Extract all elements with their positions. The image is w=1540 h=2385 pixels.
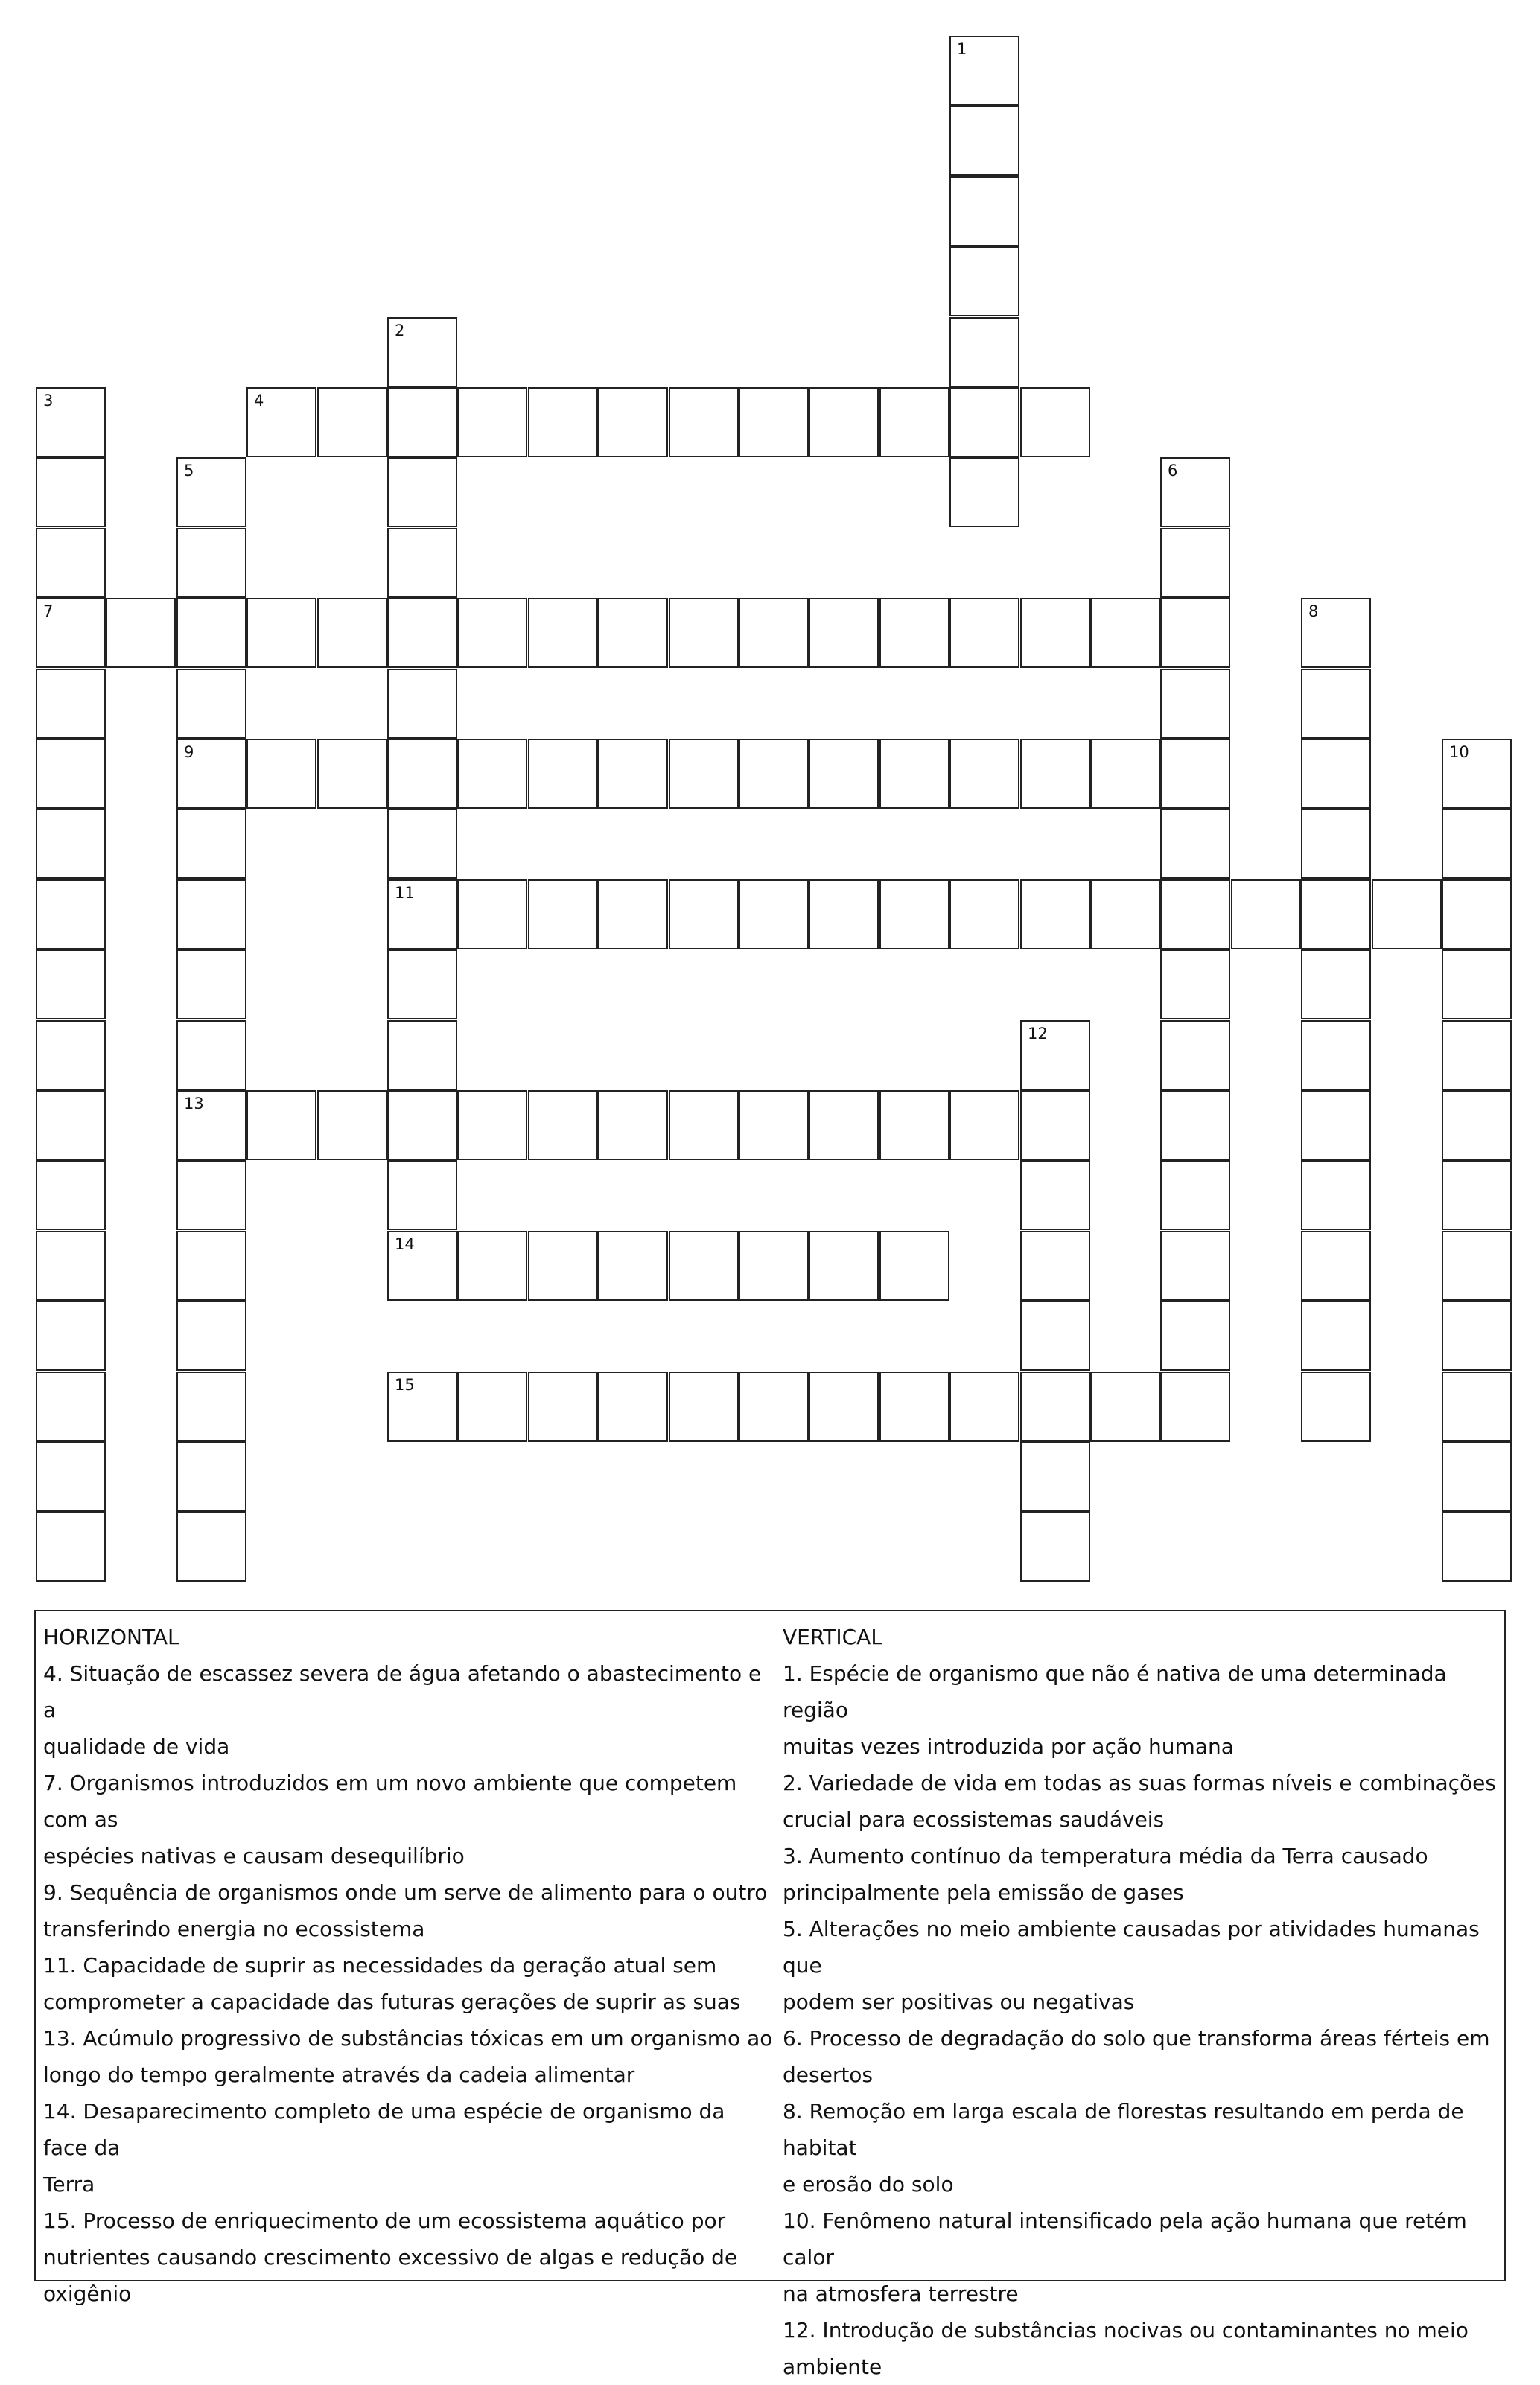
clue-line: 4. Situação de escassez severa de água afetando o abastecimento e a	[43, 1661, 762, 1722]
crossword-cell[interactable]	[949, 317, 1019, 387]
crossword-cell[interactable]	[949, 457, 1019, 527]
crossword-cell[interactable]	[669, 1372, 739, 1442]
crossword-cell[interactable]	[317, 598, 387, 668]
clue-line: 5. Alterações no meio ambiente causadas por atividades humanas que	[783, 1917, 1480, 1978]
crossword-cell[interactable]	[879, 1372, 949, 1442]
crossword-cell[interactable]	[1090, 879, 1160, 949]
crossword-cell[interactable]	[528, 739, 598, 809]
clue-number: 12	[1028, 1025, 1048, 1042]
crossword-cell[interactable]	[1020, 1090, 1090, 1160]
crossword-cell[interactable]	[36, 879, 106, 949]
crossword-cell[interactable]	[36, 598, 106, 668]
crossword-cell[interactable]	[739, 1090, 809, 1160]
crossword-cell[interactable]	[1372, 879, 1442, 949]
crossword-cell[interactable]	[246, 1090, 316, 1160]
clue-line: 8. Remoção em larga escala de florestas resultando em perda de habitat	[783, 2099, 1464, 2160]
crossword-cell[interactable]	[1160, 1301, 1230, 1371]
crossword-cell[interactable]	[1301, 739, 1371, 809]
crossword-cell[interactable]	[36, 1160, 106, 1230]
crossword-cell[interactable]	[809, 598, 879, 668]
crossword-cell[interactable]	[1442, 1512, 1512, 1582]
crossword-cell[interactable]	[1160, 528, 1230, 598]
crossword-cell[interactable]	[739, 387, 809, 457]
crossword-cell[interactable]	[176, 809, 246, 879]
crossword-cell[interactable]	[387, 457, 457, 527]
clue-number: 7	[43, 602, 54, 620]
clue-line: muitas vezes introduzida por ação humana	[783, 1734, 1234, 1759]
crossword-cell[interactable]	[1160, 1231, 1230, 1301]
crossword-cell[interactable]	[457, 1231, 527, 1301]
crossword-cell[interactable]	[1160, 879, 1230, 949]
crossword-cell[interactable]	[669, 1231, 739, 1301]
crossword-cell[interactable]	[949, 176, 1019, 246]
crossword-cell[interactable]	[36, 1442, 106, 1512]
crossword-cell[interactable]	[528, 879, 598, 949]
crossword-cell[interactable]	[176, 1442, 246, 1512]
crossword-cell[interactable]	[949, 879, 1019, 949]
crossword-cell[interactable]	[1160, 739, 1230, 809]
clue-line: na atmosfera terrestre	[783, 2281, 1019, 2306]
crossword-cell[interactable]	[809, 1231, 879, 1301]
crossword-cell[interactable]	[1301, 879, 1371, 949]
crossword-cell[interactable]	[1442, 949, 1512, 1019]
crossword-cell[interactable]	[36, 1301, 106, 1371]
crossword-cell[interactable]	[36, 669, 106, 739]
clue-line: 6. Processo de degradação do solo que transforma áreas férteis em	[783, 2026, 1490, 2051]
crossword-cell[interactable]	[457, 879, 527, 949]
crossword-cell[interactable]	[528, 387, 598, 457]
crossword-cell[interactable]	[1090, 598, 1160, 668]
crossword-cell[interactable]	[598, 879, 668, 949]
clue-number: 3	[43, 392, 54, 410]
crossword-cell[interactable]	[1020, 739, 1090, 809]
crossword-cell[interactable]	[528, 1090, 598, 1160]
crossword-cell[interactable]	[1442, 1442, 1512, 1512]
crossword-cell[interactable]	[1020, 387, 1090, 457]
clue-number: 2	[395, 322, 405, 340]
crossword-cell[interactable]	[1160, 809, 1230, 879]
clue-number: 1	[957, 40, 967, 58]
crossword-cell[interactable]	[387, 809, 457, 879]
crossword-cell[interactable]	[669, 739, 739, 809]
crossword-cell[interactable]	[1301, 1301, 1371, 1371]
clue-line: podem ser positivas ou negativas	[783, 1990, 1135, 2014]
crossword-cell[interactable]	[1160, 1160, 1230, 1230]
crossword-cell[interactable]	[387, 669, 457, 739]
crossword-cell[interactable]	[1442, 879, 1512, 949]
clues-box	[34, 1610, 1506, 2379]
crossword-cell[interactable]	[246, 598, 316, 668]
crossword-cell[interactable]	[246, 739, 316, 809]
crossword-cell[interactable]	[387, 1090, 457, 1160]
crossword-cell[interactable]	[1160, 457, 1230, 527]
crossword-cell[interactable]	[387, 949, 457, 1019]
crossword-cell[interactable]	[36, 739, 106, 809]
crossword-cell[interactable]	[1301, 1160, 1371, 1230]
crossword-cell[interactable]	[246, 387, 316, 457]
crossword-cell[interactable]	[598, 739, 668, 809]
crossword-cell[interactable]	[36, 949, 106, 1019]
crossword-cell[interactable]	[1442, 1231, 1512, 1301]
crossword-cell[interactable]	[1442, 1372, 1512, 1442]
crossword-cell[interactable]	[176, 879, 246, 949]
crossword-cell[interactable]	[598, 1090, 668, 1160]
clue-line: 3. Aumento contínuo da temperatura média da Terra causado	[783, 1844, 1428, 1868]
clue-number: 13	[184, 1095, 204, 1112]
crossword-cell[interactable]	[809, 1090, 879, 1160]
crossword-cell[interactable]	[457, 1090, 527, 1160]
crossword-cell[interactable]	[949, 1372, 1019, 1442]
crossword-cell[interactable]	[1020, 1301, 1090, 1371]
clue-line: transferindo energia no ecossistema	[43, 1917, 425, 1941]
crossword-cell[interactable]	[457, 1372, 527, 1442]
crossword-cell[interactable]	[1160, 1372, 1230, 1442]
crossword-cell[interactable]	[669, 879, 739, 949]
clue-line: 9. Sequência de organismos onde um serve de alimento para o outro	[43, 1880, 768, 1905]
crossword-cell[interactable]	[1090, 1372, 1160, 1442]
clue-number: 14	[395, 1235, 415, 1253]
crossword-cell[interactable]	[1301, 949, 1371, 1019]
crossword-cell[interactable]	[669, 598, 739, 668]
crossword-cell[interactable]	[176, 669, 246, 739]
clue-line: 1. Espécie de organismo que não é nativa de uma determinada região	[783, 1661, 1447, 1722]
crossword-cell[interactable]	[387, 317, 457, 387]
crossword-cell[interactable]	[879, 1090, 949, 1160]
crossword-cell[interactable]	[176, 1512, 246, 1582]
crossword-cell[interactable]	[317, 739, 387, 809]
across-heading: HORIZONTAL	[43, 1625, 179, 1649]
crossword-cell[interactable]	[1301, 1372, 1371, 1442]
crossword-cell[interactable]	[739, 1372, 809, 1442]
clue-line: oxigênio	[43, 2281, 132, 2306]
clue-number: 9	[184, 743, 194, 761]
crossword-cell[interactable]	[1090, 739, 1160, 809]
crossword-cell[interactable]	[1020, 1020, 1090, 1090]
crossword-cell[interactable]	[176, 739, 246, 809]
crossword-cell[interactable]	[1301, 1020, 1371, 1090]
clue-line: 15. Processo de enriquecimento de um ecossistema aquático por	[43, 2209, 726, 2233]
crossword-cell[interactable]	[387, 1372, 457, 1442]
crossword-cell[interactable]	[1020, 598, 1090, 668]
crossword-cell[interactable]	[809, 739, 879, 809]
crossword-cell[interactable]	[387, 1020, 457, 1090]
crossword-cell[interactable]	[1301, 1090, 1371, 1160]
clue-line: 14. Desaparecimento completo de uma espécie de organismo da face da	[43, 2099, 725, 2160]
crossword-cell[interactable]	[36, 1372, 106, 1442]
crossword-cell[interactable]	[176, 528, 246, 598]
crossword-cell[interactable]	[949, 36, 1019, 106]
crossword-cell[interactable]	[387, 879, 457, 949]
crossword-cell[interactable]	[106, 598, 176, 668]
crossword-cell[interactable]	[1442, 1160, 1512, 1230]
crossword-cell[interactable]	[1160, 669, 1230, 739]
crossword-cell[interactable]	[36, 457, 106, 527]
crossword-cell[interactable]	[387, 739, 457, 809]
crossword-cell[interactable]	[1442, 809, 1512, 879]
crossword-cell[interactable]	[669, 387, 739, 457]
clue-line: 13. Acúmulo progressivo de substâncias tóxicas em um organismo ao	[43, 2026, 773, 2051]
clue-line: 10. Fenômeno natural intensificado pela ação humana que retém calor	[783, 2209, 1467, 2270]
crossword-cell[interactable]	[1301, 598, 1371, 668]
crossword-cell[interactable]	[1020, 1372, 1090, 1442]
clue-line: longo do tempo geralmente através da cadeia alimentar	[43, 2063, 635, 2087]
clue-line: 7. Organismos introduzidos em um novo ambiente que competem com as	[43, 1771, 737, 1832]
crossword-cell[interactable]	[949, 387, 1019, 457]
clue-number: 8	[1308, 602, 1319, 620]
crossword-cell[interactable]	[528, 1231, 598, 1301]
crossword-cell[interactable]	[176, 457, 246, 527]
clue-line: crucial para ecossistemas saudáveis	[783, 1807, 1165, 1832]
crossword-cell[interactable]	[176, 1020, 246, 1090]
crossword-cell[interactable]	[36, 1090, 106, 1160]
crossword-cell[interactable]	[457, 598, 527, 668]
crossword-cell[interactable]	[669, 1090, 739, 1160]
crossword-cell[interactable]	[36, 1512, 106, 1582]
clue-number: 6	[1168, 462, 1178, 480]
crossword-cell[interactable]	[739, 739, 809, 809]
crossword-cell[interactable]	[1301, 1231, 1371, 1301]
crossword-cell[interactable]	[317, 387, 387, 457]
crossword-cell[interactable]	[528, 598, 598, 668]
crossword-cell[interactable]	[598, 387, 668, 457]
crossword-cell[interactable]	[36, 1231, 106, 1301]
crossword-cell[interactable]	[176, 1372, 246, 1442]
crossword-cell[interactable]	[598, 598, 668, 668]
crossword-cell[interactable]	[809, 1372, 879, 1442]
clue-line: 12. Introdução de substâncias nocivas ou contaminantes no meio	[783, 2318, 1469, 2343]
crossword-cell[interactable]	[1301, 809, 1371, 879]
clue-line: Terra	[43, 2172, 95, 2197]
crossword-cell[interactable]	[809, 879, 879, 949]
clue-line: e erosão do solo	[783, 2172, 954, 2197]
clue-number: 15	[395, 1376, 415, 1394]
crossword-cell[interactable]	[949, 739, 1019, 809]
crossword-cell[interactable]	[879, 739, 949, 809]
clue-number: 11	[395, 884, 415, 902]
clue-line: principalmente pela emissão de gases	[783, 1880, 1184, 1905]
crossword-cell[interactable]	[317, 1090, 387, 1160]
down-clues	[783, 1619, 1512, 2385]
clue-number: 10	[1449, 743, 1469, 761]
crossword-cell[interactable]	[36, 528, 106, 598]
crossword-cell[interactable]	[1442, 739, 1512, 809]
crossword-cell[interactable]	[1231, 879, 1301, 949]
clue-line: 2. Variedade de vida em todas as suas formas níveis e combinações	[783, 1771, 1496, 1795]
crossword-cell[interactable]	[1020, 1231, 1090, 1301]
clue-line: qualidade de vida	[43, 1734, 230, 1759]
crossword-cell[interactable]	[1442, 1301, 1512, 1371]
crossword-cell[interactable]	[36, 387, 106, 457]
crossword-cell[interactable]	[176, 1160, 246, 1230]
clue-line: ambiente	[783, 2354, 882, 2379]
crossword-cell[interactable]	[879, 1231, 949, 1301]
crossword-cell[interactable]	[387, 1231, 457, 1301]
clue-line: 11. Capacidade de suprir as necessidades da geração atual sem	[43, 1953, 717, 1978]
crossword-cell[interactable]	[879, 387, 949, 457]
crossword-cell[interactable]	[879, 598, 949, 668]
crossword-cell[interactable]	[457, 739, 527, 809]
crossword-cell[interactable]	[949, 246, 1019, 316]
crossword-cell[interactable]	[809, 387, 879, 457]
clue-line: espécies nativas e causam desequilíbrio	[43, 1844, 465, 1868]
crossword-cell[interactable]	[1442, 1020, 1512, 1090]
crossword-cell[interactable]	[1160, 598, 1230, 668]
crossword-cell[interactable]	[36, 1020, 106, 1090]
crossword-cell[interactable]	[528, 1372, 598, 1442]
crossword-cell[interactable]	[176, 1090, 246, 1160]
crossword-cell[interactable]	[739, 598, 809, 668]
crossword-cell[interactable]	[176, 598, 246, 668]
crossword-cell[interactable]	[739, 1231, 809, 1301]
crossword-cell[interactable]	[176, 1231, 246, 1301]
crossword-cell[interactable]	[1301, 669, 1371, 739]
crossword-cell[interactable]	[1020, 1160, 1090, 1230]
crossword-cell[interactable]	[1160, 1020, 1230, 1090]
crossword-cell[interactable]	[387, 598, 457, 668]
crossword-cell[interactable]	[1160, 1090, 1230, 1160]
clue-number: 5	[184, 462, 194, 480]
crossword-cell[interactable]	[457, 387, 527, 457]
crossword-cell[interactable]	[176, 1301, 246, 1371]
down-heading: VERTICAL	[783, 1625, 882, 1649]
clue-line: desertos	[783, 2063, 874, 2087]
crossword-cell[interactable]	[949, 1090, 1019, 1160]
crossword-cell[interactable]	[598, 1231, 668, 1301]
crossword-cell[interactable]	[387, 1160, 457, 1230]
crossword-cell[interactable]	[949, 598, 1019, 668]
crossword-cell[interactable]	[387, 528, 457, 598]
clue-line: comprometer a capacidade das futuras gerações de suprir as suas	[43, 1990, 741, 2014]
across-clues	[43, 1619, 773, 2312]
crossword-cell[interactable]	[598, 1372, 668, 1442]
crossword-cell[interactable]	[1020, 1442, 1090, 1512]
crossword-cell[interactable]	[1442, 1090, 1512, 1160]
crossword-cell[interactable]	[739, 879, 809, 949]
crossword-cell[interactable]	[387, 387, 457, 457]
crossword-cell[interactable]	[1020, 879, 1090, 949]
crossword-cell[interactable]	[949, 106, 1019, 176]
crossword-cell[interactable]	[36, 809, 106, 879]
clue-line: nutrientes causando crescimento excessivo de algas e redução de	[43, 2245, 738, 2270]
clue-number: 4	[254, 392, 264, 410]
crossword-cell[interactable]	[879, 879, 949, 949]
crossword-cell[interactable]	[176, 949, 246, 1019]
crossword-cell[interactable]	[1020, 1512, 1090, 1582]
crossword-cell[interactable]	[1160, 949, 1230, 1019]
